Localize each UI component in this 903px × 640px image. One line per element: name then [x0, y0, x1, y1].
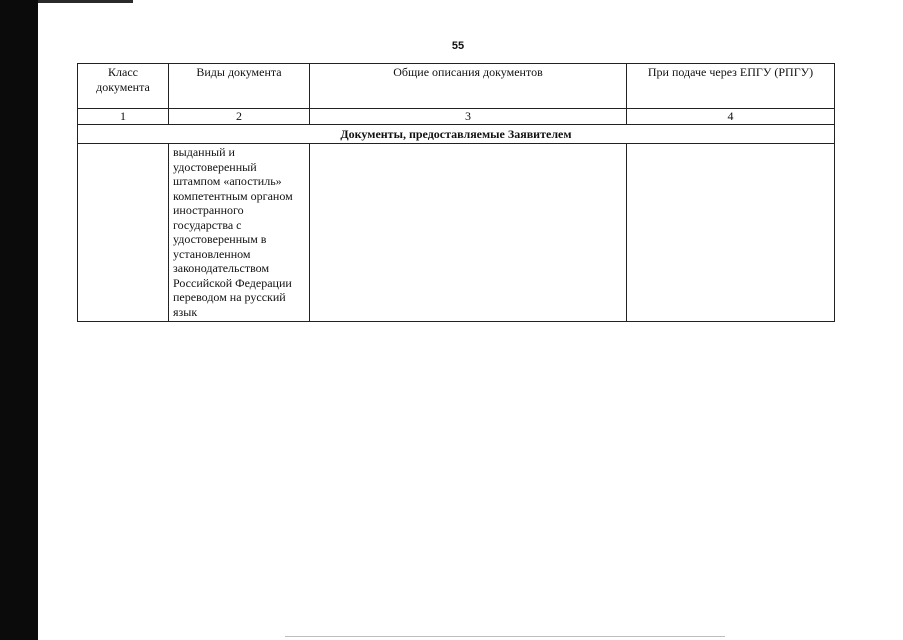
scan-bottom-artifact: [285, 636, 725, 637]
cell-document-kind: выданный и удостоверенный штампом «апостиль» компетентным органом иностранного государства с удостоверенным в установленном законодательством Российской Федерации переводом на русский язык: [169, 144, 310, 322]
column-numbers-row: [78, 109, 835, 125]
header-document-kind: Виды документа: [169, 64, 310, 109]
cell-description: [310, 144, 627, 322]
column-number: 1: [78, 109, 169, 125]
header-description: Общие описания документов: [310, 64, 627, 109]
column-number: 2: [169, 109, 310, 125]
scan-top-artifact: [38, 0, 133, 3]
table-row: [78, 144, 835, 322]
page-number: 55: [451, 40, 465, 52]
documents-table: [77, 63, 835, 322]
header-epgu-submission: При подаче через ЕПГУ (РПГУ): [627, 64, 835, 109]
scan-dark-edge: [0, 0, 38, 640]
cell-epgu-submission: [627, 144, 835, 322]
section-title: Документы, предоставляемые Заявителем: [78, 125, 835, 144]
section-row: [78, 125, 835, 144]
cell-document-class: [78, 144, 169, 322]
table-header-row: [78, 64, 835, 109]
column-number: 3: [310, 109, 627, 125]
column-number: 4: [627, 109, 835, 125]
header-document-class: Класс документа: [78, 64, 169, 109]
